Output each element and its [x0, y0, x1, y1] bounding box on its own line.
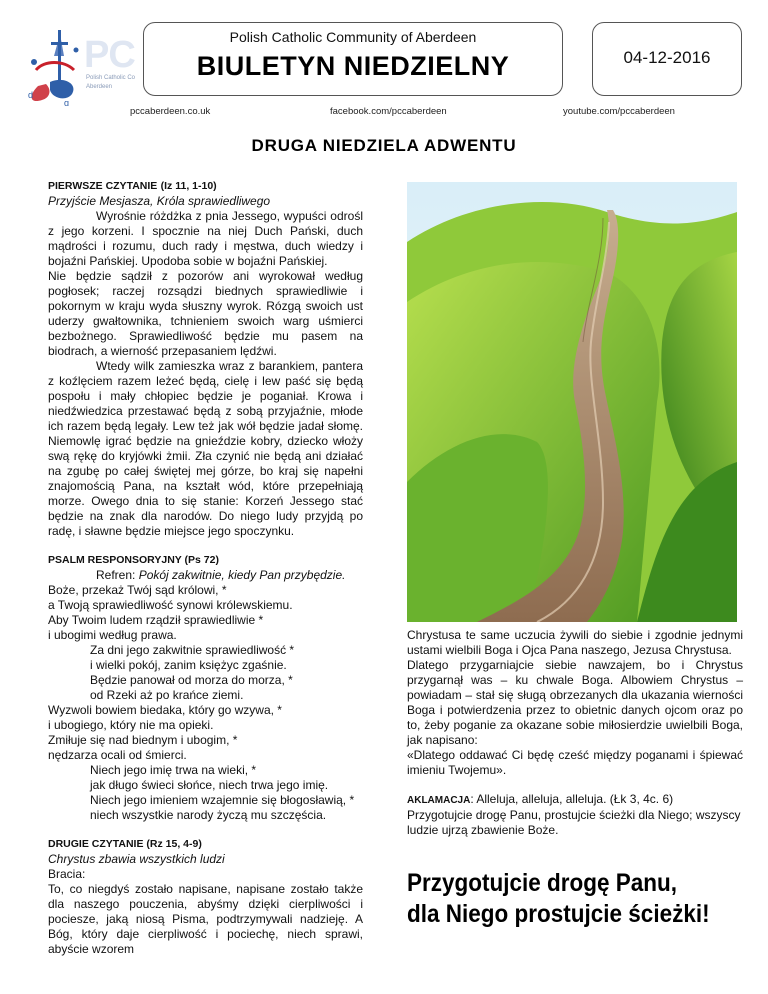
psalm-verse-line: i ubogimi według prawa.: [48, 628, 177, 642]
psalm-verse-line: Boże, przekaż Twój sąd królowi, *: [48, 583, 227, 597]
psalm-verse-line: jak długo świeci słońce, niech trwa jego imię.: [90, 778, 329, 792]
second-reading-subtitle: Chrystus zbawia wszystkich ludzi: [48, 852, 225, 866]
logo: [24, 22, 144, 108]
acclamation-line: AKLAMACJA: Alleluja, alleluja, alleluja. (Łk 3, 4c. 6): [407, 792, 674, 806]
community-name: Polish Catholic Community of Aberdeen: [229, 29, 477, 45]
psalm-verse-line: Niech jego imię trwa na wieki, *: [90, 763, 257, 777]
second-reading-paragraph: Dlatego przygarniajcie siebie nawzajem, bo i Chrystus przygarnął was – ku chwale Boga. Albowiem Chrystus – powiadam – stał się sługą obrzezanych dla ukazania wierności Boga i potwierdzenia przez to obietnic danych ojcom oraz po to, żeby poganie za okazane sobie miłosierdzie uwielbili Boga, jak napisano:: [407, 658, 743, 747]
youtube-link[interactable]: youtube.com/pccaberdeen: [563, 106, 675, 117]
first-reading-subtitle: Przyjście Mesjasza, Króla sprawiedliwego: [48, 194, 271, 208]
bulletin-title: BIULETYN NIEDZIELNY: [196, 51, 510, 81]
road-landscape-photo: [407, 182, 737, 622]
first-reading-paragraph: Wtedy wilk zamieszka wraz z barankiem, pantera z koźlęciem razem leżeć będą, cielę i lew paść się będą pospołu i mały chłopiec będzie je poganiał. Krowa i niedźwiedzica przestawać będą z sobą przyjaźnie, młode ich razem będą legały. Lew też jak wół będzie jadał słomę. Niemowlę igrać będzie na gnieździe kobry, dziecko włoży swą rękę do kryjówki żmii. Zła czynić nie będą ani działać na zgubę po całej świętej mej górze, bo kraj się napełni znajomością Pana, na kształt wód, które przepełniają morze. Owego dnia to się stanie: Korzeń Jessego stać będzie na znak dla narodów. Do niego ludy przyjdą po radę, i sławne będzie miejsce jego spoczynku.: [48, 359, 363, 538]
pcc-logo-icon: [24, 26, 86, 106]
second-reading-continued: [407, 628, 743, 838]
date-box: [592, 22, 742, 96]
second-reading-paragraph: «Dlatego oddawać Ci będę cześć między poganami i śpiewać imieniu Twojemu».: [407, 748, 743, 777]
psalm-verse-line: i wielki pokój, zanim księżyc zgaśnie.: [90, 658, 287, 672]
second-reading-heading: DRUGIE CZYTANIE (Rz 15, 4-9): [48, 838, 202, 850]
psalm-verse-line: nędzarza ocali od śmierci.: [48, 748, 187, 762]
psalm-verse-line: i ubogiego, który nie ma opieki.: [48, 718, 214, 732]
website-link[interactable]: pccaberdeen.co.uk: [130, 106, 211, 117]
psalm-verse-line: Aby Twoim ludem rządził sprawiedliwie *: [48, 613, 264, 627]
facebook-link[interactable]: facebook.com/pccaberdeen: [330, 106, 447, 117]
psalm-refrain: Refren: Pokój zakwitnie, kiedy Pan przybędzie.: [96, 568, 346, 582]
psalm-heading: PSALM RESPONSORYJNY (Ps 72): [48, 554, 219, 566]
svg-text:d: d: [28, 90, 34, 100]
first-reading-paragraph: Nie będzie sądził z pozorów ani wyrokował według pogłosek; raczej rozsądzi biednych sprawiedliwie i pokornym w kraju wyda słuszny wyrok. Rózgą swoich ust uderzy gwałtownika, tchnieniem swoich warg uśmierci bezbożnego. Sprawiedliwość będzie mu pasem na biodrach, a wierność przepasaniem lędźwi.: [48, 269, 363, 358]
bulletin-date: 04-12-2016: [623, 48, 711, 67]
psalm-verse-line: Zmiłuje się nad biednym i ubogim, *: [48, 733, 238, 747]
masthead: [143, 22, 563, 96]
first-reading-paragraph: Wyrośnie różdżka z pnia Jessego, wypuści odrośl z jego korzeni. I spocznie na niej Duch Pański, duch mądrości i rozumu, duch rady i męstwa, duch wiedzy i bojaźni Pańskiej. Upodoba sobie w bojaźni Pańskiej.: [48, 209, 363, 268]
psalm-verse-line: Będzie panował od morza do morza, *: [90, 673, 293, 687]
logo-subtext: Polish Catholic Co Aberdeen: [86, 75, 136, 90]
svg-text:ɑ: ɑ: [64, 98, 70, 106]
psalm-verse-line: Niech jego imieniem wzajemnie się błogosławią, *: [90, 793, 355, 807]
psalm-verse-line: a Twoją sprawiedliwość synowi królewskiemu.: [48, 598, 293, 612]
readings-column: [48, 178, 363, 957]
psalm-verse-line: Za dni jego zakwitnie sprawiedliwość *: [90, 643, 295, 657]
second-reading-paragraph: Chrystusa te same uczucia żywili do siebie i zgodnie jednymi ustami wielbili Boga i Ojca Pana naszego, Jezusa Chrystusa.: [407, 628, 743, 657]
logo-text: PC: [84, 34, 135, 76]
second-reading-intro: Bracia:: [48, 867, 86, 881]
second-reading-paragraph: To, co niegdyś zostało napisane, napisane zostało także dla naszego pouczenia, abyśmy dzięki cierpliwości i pociesze, jaką niosą Pisma, podtrzymywali nadzieję. A Bóg, który daje cierpliwość i pociechę, niech sprawi, abyście wzorem: [48, 882, 363, 956]
psalm-verse-line: Wyzwoli bowiem biedaka, który go wzywa, *: [48, 703, 282, 717]
psalm-verse-line: od Rzeki aż po krańce ziemi.: [90, 688, 244, 702]
acclamation-body: Przygotujcie drogę Panu, prostujcie ścieżki dla Niego; wszyscy ludzie ujrzą zbawienie Boże.: [407, 808, 741, 837]
highlight-quote: Przygotujcie drogę Panu, dla Niego prostujcie ścieżki!: [407, 869, 710, 928]
first-reading-heading: PIERWSZE CZYTANIE (Iz 11, 1-10): [48, 180, 217, 192]
psalm-verse-line: niech wszystkie narody życzą mu szczęścia.: [90, 808, 327, 822]
page-title: DRUGA NIEDZIELA ADWENTU: [251, 136, 517, 155]
